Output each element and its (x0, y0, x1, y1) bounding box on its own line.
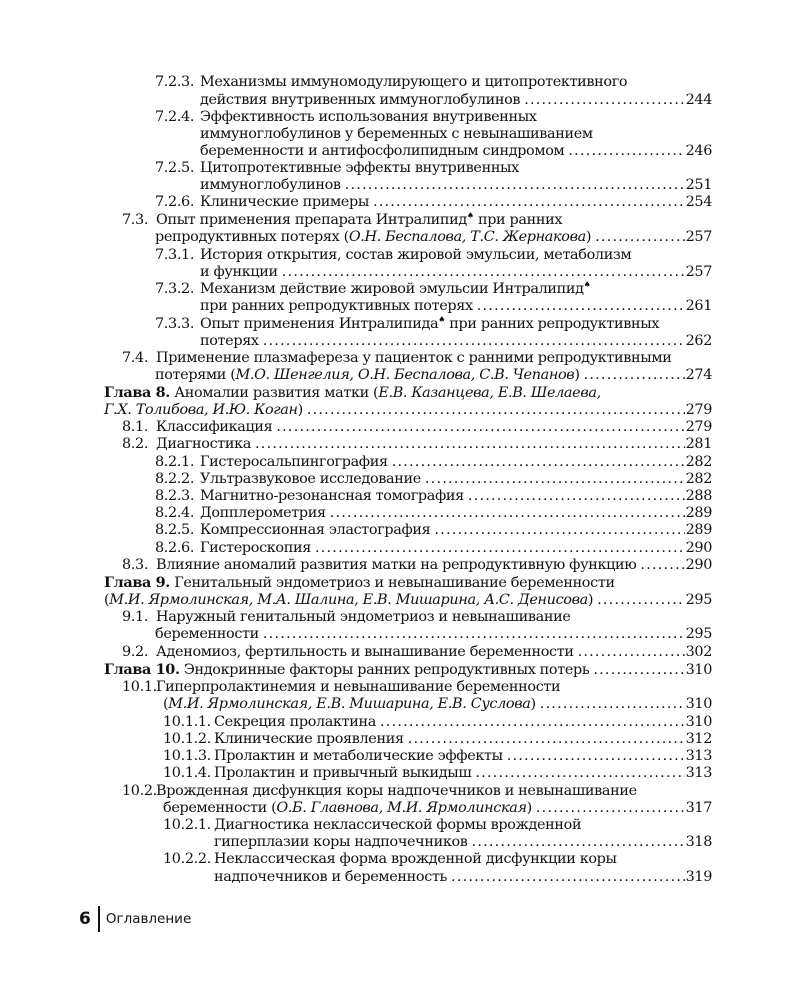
toc-section-number: 7.2.3. (155, 74, 195, 90)
toc-page-number: 254 (685, 194, 712, 210)
toc-section-number: 8.2. (122, 436, 149, 452)
leader-dots (595, 227, 684, 247)
toc-text: Гистероскопия (200, 540, 311, 556)
toc-text: Эндокринные факторы ранних репродуктивных потерь (179, 662, 590, 678)
toc-page-number: 290 (685, 540, 712, 556)
page-footer (79, 906, 191, 932)
toc-text: беременности ( (163, 800, 277, 816)
toc-page-number: 279 (685, 402, 712, 418)
toc-entry-line[interactable] (155, 365, 712, 385)
toc-section-number: 7.3.2. (155, 281, 195, 297)
toc-entry-title (156, 555, 636, 575)
toc-authors: Г.Х. Толибова, И.Ю. Коган (104, 402, 298, 418)
toc-text: ( (163, 696, 169, 712)
toc-text: История открытия, состав жировой эмульсии, метаболизм (200, 247, 632, 263)
toc-text: ) (297, 402, 303, 418)
leader-dots (255, 434, 685, 454)
toc-authors: О.Б. Главнова, М.И. Ярмолинская (276, 800, 527, 816)
toc-section-number: 7.3. (122, 212, 149, 228)
toc-chapter-label: Глава 10. (104, 661, 180, 678)
toc-section-number: 10.1.3. (163, 748, 211, 764)
toc-text: Опыт применения Интралипида (200, 316, 439, 332)
toc-text: Аномалии развития матки ( (169, 385, 379, 401)
toc-text: Цитопротективные эффекты внутривенных (200, 160, 519, 176)
toc-entry-line[interactable] (122, 642, 712, 662)
toc-section-number: 10.1. (122, 679, 157, 695)
toc-section-number: 7.2.6. (155, 194, 195, 210)
toc-page-number: 295 (685, 626, 712, 642)
page-number: 6 (79, 909, 91, 929)
toc-entry-title (156, 642, 574, 662)
toc-page-number: 318 (685, 834, 712, 850)
toc-authors: О.Н. Беспалова, Т.С. Жернакова (348, 229, 586, 245)
toc-section-number: 8.2.5. (155, 522, 195, 538)
toc-entry-line[interactable] (163, 849, 712, 869)
toc-text: ) (585, 229, 592, 245)
toc-section-number: 8.2.6. (155, 540, 195, 556)
toc-page-number: 244 (685, 92, 712, 108)
leader-dots (584, 365, 685, 385)
toc-text: Применение плазмафереза у пациенток с ранними репродуктивными (156, 350, 672, 366)
toc-page-number: 317 (685, 800, 712, 816)
toc-text: Компрессионная эластография (200, 522, 431, 538)
toc-text: Гистеросальпингография (200, 454, 388, 470)
toc-text: при ранних (473, 212, 563, 228)
toc-section-number: 8.2.3. (155, 488, 195, 504)
toc-page-number: 246 (685, 143, 712, 159)
toc-section-number: 10.2.1. (163, 817, 211, 833)
toc-section-number: 8.2.2. (155, 471, 195, 487)
trademark-mark: ♠ (466, 211, 474, 221)
toc-entry-title (214, 849, 617, 869)
toc-entry-title (200, 296, 473, 316)
toc-text: Ультразвуковое исследование (200, 471, 421, 487)
toc-text: и функции (200, 264, 278, 280)
toc-text: ) (526, 800, 532, 816)
toc-page-number: 312 (685, 731, 712, 747)
toc-section-number: 7.2.5. (155, 160, 195, 176)
toc-text: беременности (155, 626, 259, 642)
leader-dots (477, 296, 685, 316)
leader-dots (640, 555, 684, 575)
toc-section-number: 8.3. (122, 557, 149, 573)
toc-section-number: 7.3.3. (155, 316, 195, 332)
leader-dots (451, 867, 685, 887)
toc-text: Допплерометрия (200, 505, 326, 521)
toc-authors: М.О. Шенгелия, О.Н. Беспалова, С.В. Чепанов (235, 367, 575, 383)
toc-text: ) (574, 367, 580, 383)
toc-entry-line[interactable] (163, 763, 712, 783)
toc-text: Эффективность использования внутривенных (200, 109, 537, 125)
toc-entry-title (214, 867, 447, 887)
toc-entry-line[interactable] (155, 624, 712, 644)
toc-page-number: 251 (685, 177, 712, 193)
toc-entry-title (163, 694, 536, 714)
toc-entry-title (155, 624, 259, 644)
toc-page-number: 282 (685, 454, 712, 470)
toc-authors: М.И. Ярмолинская, Е.В. Мишарина, Е.В. Суслова (168, 696, 531, 712)
toc-text: иммуноглобулинов у беременных с невынашиванием (200, 126, 593, 142)
trademark-mark: ♠ (438, 315, 446, 325)
toc-text: потерях (200, 333, 259, 349)
toc-page-number: 262 (685, 333, 712, 349)
toc-section-number: 7.4. (122, 350, 149, 366)
toc-text: Опыт применения препарата Интралипид (156, 212, 467, 228)
toc-text: репродуктивных потерях ( (155, 229, 349, 245)
toc-page-number: 257 (685, 264, 712, 280)
toc-page-number: 310 (685, 714, 712, 730)
toc-text: ) (587, 592, 594, 608)
toc-page-number: 289 (685, 522, 712, 538)
toc-entry-line[interactable] (200, 296, 712, 316)
leader-dots (373, 192, 685, 212)
toc-text: Наружный генитальный эндометриоз и невынашивание (156, 609, 571, 625)
toc-page-number: 274 (685, 367, 712, 383)
toc-section-number: 8.1. (122, 419, 149, 435)
toc-text: надпочечников и беременность (214, 869, 448, 885)
toc-page-number: 289 (685, 505, 712, 521)
toc-text: Влияние аномалий развития матки на репродуктивную функцию (156, 557, 637, 573)
toc-entry-title (155, 227, 591, 247)
toc-entry-title (200, 72, 627, 92)
toc-text: Механизм действие жировой эмульсии Интралипид (200, 281, 584, 297)
toc-text: действия внутривенных иммуноглобулинов (200, 92, 521, 108)
toc-section-number: 10.1.4. (163, 765, 211, 781)
toc-text: при ранних репродуктивных потерях (200, 298, 473, 314)
toc-entry-line[interactable] (155, 227, 712, 247)
toc-page-number: 279 (685, 419, 712, 435)
toc-chapter-label: Глава 9. (104, 574, 170, 591)
toc-page-number: 295 (685, 592, 712, 608)
toc-section-number: 10.1.2. (163, 731, 211, 747)
trademark-mark: ♠ (583, 280, 591, 290)
toc-entry-title (214, 763, 471, 783)
toc-text: Классификация (156, 419, 273, 435)
toc-entry-line[interactable] (122, 555, 712, 575)
toc-text: Клинические проявления (214, 731, 404, 747)
leader-dots (475, 763, 684, 783)
toc-text: гиперплазии коры надпочечников (214, 834, 468, 850)
toc-section-number: 8.2.1. (155, 454, 195, 470)
toc-page-number: 288 (685, 488, 712, 504)
toc-section-number: 7.3.1. (155, 247, 195, 263)
toc-text: Диагностика (156, 436, 252, 452)
toc-page-number: 282 (685, 471, 712, 487)
toc-text: при ранних репродуктивных (445, 316, 660, 332)
toc-text: беременности и антифосфолипидным синдромом (200, 143, 565, 159)
toc-entry-title (156, 434, 251, 454)
leader-dots (578, 642, 685, 662)
toc-page-number: 302 (685, 644, 712, 660)
footer-divider (98, 906, 100, 932)
toc-text: Аденомиоз, фертильность и вынашивание беременности (156, 644, 574, 660)
toc-section-number: 9.1. (122, 609, 149, 625)
toc-text: Неклассическая форма врожденной дисфункции коры (214, 851, 617, 867)
toc-section-number: 9.2. (122, 644, 149, 660)
leader-dots (540, 694, 685, 714)
toc-authors: М.И. Ярмолинская, М.А. Шалина, Е.В. Мишарина, А.С. Денисова (109, 592, 588, 608)
toc-text: Пролактин и метаболические эффекты (214, 748, 503, 764)
toc-entry-line[interactable] (155, 192, 712, 212)
toc-text: Врожденная дисфункция коры надпочечников и невынашивание (156, 783, 637, 799)
toc-text: Гиперпролактинемия и невынашивание беременности (156, 679, 561, 695)
leader-dots (263, 624, 685, 644)
toc-entry-title (155, 365, 580, 385)
toc-text: иммуноглобулинов (200, 177, 341, 193)
toc-entry-line[interactable] (163, 694, 712, 714)
toc-page-number: 281 (685, 436, 712, 452)
toc-section-number: 10.2.2. (163, 851, 211, 867)
toc-page-number: 313 (685, 748, 712, 764)
toc-page-number: 310 (685, 662, 712, 678)
toc-text: Пролактин и привычный выкидыш (214, 765, 472, 781)
toc-page-number: 290 (685, 557, 712, 573)
toc-section-number: 10.1.1. (163, 714, 211, 730)
toc-section-number: 7.2.4. (155, 109, 195, 125)
leader-dots (434, 520, 684, 540)
toc-text: Секреция пролактина (214, 714, 377, 730)
toc-text: ) (530, 696, 536, 712)
toc-section-number: 8.2.4. (155, 505, 195, 521)
toc-section-number: 10.2. (122, 783, 157, 799)
toc-authors: Е.В. Казанцева, Е.В. Шелаева, (378, 385, 601, 401)
toc-page-number: 310 (685, 696, 712, 712)
toc-entry-line[interactable] (214, 867, 712, 887)
toc-text: Диагностика неклассической формы врожденной (214, 817, 582, 833)
toc-entry-line[interactable] (122, 434, 712, 454)
toc-chapter-label: Глава 8. (104, 384, 170, 401)
toc-page-number: 257 (685, 229, 712, 245)
toc-page-number: 319 (685, 869, 712, 885)
toc-entry-title (200, 192, 369, 212)
toc-page-number: 261 (685, 298, 712, 314)
toc-text: Генитальный эндометриоз и невынашивание беременности (169, 575, 615, 591)
toc-entry-line[interactable] (155, 72, 712, 92)
toc-text: Механизмы иммуномодулирующего и цитопротективного (200, 74, 628, 90)
toc-entry-line[interactable] (155, 520, 712, 540)
section-title: Оглавление (105, 911, 192, 927)
toc-entry-title (200, 520, 430, 540)
toc-page-number: 313 (685, 765, 712, 781)
toc-text: потерями ( (155, 367, 236, 383)
toc-text: ( (104, 592, 110, 608)
toc-text: Клинические примеры (200, 194, 369, 210)
toc-text: Магнитно-резонансная томография (200, 488, 464, 504)
